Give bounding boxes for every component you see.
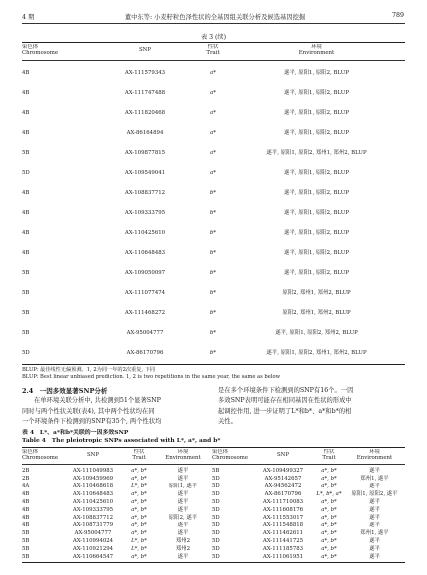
section-line-1: 在单环境关联分析中, 共检测到51个显著SNP <box>34 397 161 405</box>
table3-cell-chromosome: 4B <box>22 69 30 76</box>
table3-cell-chromosome: 5B <box>22 149 30 156</box>
table3-cell-chromosome: 5B <box>22 309 30 316</box>
table4-row <box>22 475 405 483</box>
table4-caption-cn: 表 4 L*、a*和b*关联的一因多效SNP <box>22 429 129 436</box>
table3-cell-snp: AX-109050097 <box>124 269 166 276</box>
table4-bottom-rule <box>22 562 405 563</box>
table3-cell-environment: 遂平, 原阳1, 原阳2, BLUP <box>284 249 349 256</box>
table3-row <box>22 303 405 323</box>
table4-cell-snp-left: AX-110921294 <box>72 545 114 552</box>
table3-cell-snp: AX-111077474 <box>124 289 166 296</box>
table4-cell-trait-right: a*, b* <box>321 545 337 552</box>
table3-cell-trait: b* <box>209 349 217 356</box>
table4-cell-trait-right: a*, b* <box>321 467 337 474</box>
table3-cell-chromosome: 4B <box>22 249 30 256</box>
table4-col-chromosome-en-left: Chromosome <box>22 455 59 462</box>
table4-cell-snp-right: AX-95142657 <box>264 475 302 482</box>
issue-number: 4 期 <box>22 14 35 21</box>
table4-cell-environment-right: 遂平 <box>369 483 380 490</box>
table4-col-trait-en-left: Trait <box>132 455 146 462</box>
table4-cell-trait-left: a*, b* <box>131 498 147 505</box>
table4-cell-trait-left: a*, b* <box>131 530 147 537</box>
table3-cell-environment: 遂平, 原阳1, 原阳2, BLUP <box>284 189 349 196</box>
table4-cell-chromosome-right: 5D <box>212 553 220 560</box>
section-line-2: 同时与两个性状关联(表4), 其中两个性状均在同 <box>22 407 155 415</box>
table4-row <box>22 529 405 537</box>
table3-col-env-en: Environment <box>298 50 335 57</box>
table4-cell-environment-right: 遂平 <box>369 514 380 521</box>
table4-cell-environment-right: 遂平 <box>369 522 380 529</box>
section-right-column <box>218 386 405 428</box>
table3-note-cn: BLUP: 最佳线性无偏预测。1, 2为同一年的2次重复, 下同 <box>22 367 156 373</box>
table4-row <box>22 514 405 522</box>
table4-cell-trait-left: a*, b* <box>131 506 147 513</box>
table3-cell-environment: 遂平, 原阳1, 原阳2, BLUP <box>284 229 349 236</box>
table4-col-trait-cn-left: 性状 <box>133 449 145 455</box>
table3-cell-chromosome: 5D <box>22 169 30 176</box>
table4-cell-trait-right: a*, b* <box>321 553 337 560</box>
table3-row <box>22 103 405 123</box>
table4-cell-snp-left: AX-108731779 <box>72 522 114 529</box>
table4-cell-chromosome-left: 5B <box>22 537 30 544</box>
table3-header-rule <box>22 60 405 61</box>
table3-col-trait-en: Trait <box>206 50 220 57</box>
table4-cell-snp-right: AX-111553017 <box>262 514 304 521</box>
table3-col-chromosome-cn: 染色体 <box>22 44 39 50</box>
table4-cell-chromosome-left: 4A <box>22 483 30 490</box>
table3-cell-snp: AX-95004777 <box>126 329 164 336</box>
table4-row <box>22 522 405 530</box>
table4-cell-snp-left: AX-108837712 <box>72 514 114 521</box>
table4-cell-chromosome-right: 5D <box>212 522 220 529</box>
table4-cell-environment-right: 遂平 <box>369 537 380 544</box>
table4-cell-snp-left: AX-110648483 <box>72 491 114 498</box>
table3-cell-snp: AX-86164894 <box>126 129 164 136</box>
table4-cell-trait-left: L*, b* <box>131 537 147 544</box>
table3-col-trait-cn: 性状 <box>207 44 219 50</box>
table3-cell-trait: a* <box>210 169 216 176</box>
table4-cell-chromosome-left: 2B <box>22 467 30 474</box>
table3-cell-snp: AX-110648483 <box>124 249 166 256</box>
table4-cell-trait-left: a*, b* <box>131 475 147 482</box>
table3-row <box>22 183 405 203</box>
table4-cell-environment-right: 遂平 <box>369 467 380 474</box>
table3-cell-trait: b* <box>209 289 217 296</box>
table4-caption <box>22 429 405 445</box>
table4-cell-chromosome-right: 5D <box>212 498 220 505</box>
table3-cell-snp: AX-108837712 <box>124 189 166 196</box>
table3-cell-chromosome: 4B <box>22 129 30 136</box>
table3-cell-environment: 原阳2, 郑州1, 郑州2, BLUP <box>282 309 351 316</box>
table4-cell-chromosome-left: 5B <box>22 553 30 560</box>
table4-cell-trait-right: a*, b* <box>321 514 337 521</box>
table4-cell-environment-right: 遂平 <box>369 506 380 513</box>
table4-cell-chromosome-left: 2B <box>22 475 30 482</box>
table4-col-chromosome-en-right: Chromosome <box>212 455 249 462</box>
table3-cell-environment: 遂平, 原阳1, 原阳2, BLUP <box>284 169 349 176</box>
running-title: 董中东等: 小麦籽粒色泽性状的全基因组关联分析及候选基因挖掘 <box>124 14 306 21</box>
table3-cell-trait: a* <box>210 149 216 156</box>
table4-cell-trait-right: a*, b* <box>321 530 337 537</box>
table4-cell-environment-left: 遂平 <box>177 522 189 529</box>
table4-row <box>22 553 405 561</box>
table4-row <box>22 467 405 475</box>
table3-col-env-cn: 环境 <box>311 44 322 50</box>
table3-cell-snp: AX-86170796 <box>126 349 164 356</box>
table4-caption-en: Table 4 The pleiotropic SNPs associated with L*, a*, and b* <box>22 437 221 444</box>
table3-row <box>22 323 405 343</box>
table4-cell-environment-left: 遂平 <box>177 475 189 482</box>
table3-row <box>22 63 405 83</box>
table4-col-env-cn-right: 环境 <box>369 449 380 455</box>
table4-cell-chromosome-left: 4B <box>22 514 30 521</box>
table4-col-snp-right: SNP <box>276 452 290 459</box>
table3-cell-chromosome: 4B <box>22 209 30 216</box>
table3-row <box>22 143 405 163</box>
table4-cell-chromosome-left: 4B <box>22 491 30 498</box>
table3-row <box>22 83 405 103</box>
table3-row <box>22 163 405 183</box>
table4-cell-snp-left: AX-95004777 <box>74 530 112 537</box>
table3-cell-chromosome: 4B <box>22 109 30 116</box>
table3-cell-snp: AX-111468272 <box>124 309 166 316</box>
table3-cell-trait: a* <box>210 109 216 116</box>
section-line-3: 一个环境条件下检测到的SNP有35个, 两个性状均 <box>22 418 162 426</box>
table4-cell-snp-right: AX-111061951 <box>262 553 304 560</box>
table4-cell-chromosome-right: 5D <box>212 483 220 490</box>
table4-cell-trait-left: a*, b* <box>131 553 147 560</box>
table4-cell-chromosome-left: 4B <box>22 522 30 529</box>
section-line-5: 多效SNP表明可能存在相同基因在性状的形成中 <box>218 397 352 405</box>
table4-col-env-cn-left: 环境 <box>177 449 189 455</box>
table3-row <box>22 283 405 303</box>
table3-row <box>22 123 405 143</box>
table4-cell-snp-right: AX-111462611 <box>262 530 304 537</box>
table3-cell-environment: 遂平, 原阳1, 原阳2, 郑州1, 郑州2, BLUP <box>266 349 367 356</box>
table3-cell-snp: AX-109333795 <box>124 209 166 216</box>
table3-cell-snp: AX-111747488 <box>124 89 166 96</box>
table3-cell-snp: AX-111820468 <box>124 109 166 116</box>
table4-cell-snp-left: AX-110664547 <box>72 553 114 560</box>
section-left-column <box>22 386 207 428</box>
table4-cell-snp-left: AX-110425610 <box>72 498 114 505</box>
table4-row <box>22 483 405 491</box>
table4-cell-environment-left: 原阳1, 遂平 <box>168 483 198 490</box>
table3-cell-trait: a* <box>210 69 216 76</box>
table3-cell-trait: b* <box>209 329 217 336</box>
table4-cell-chromosome-right: 5D <box>212 545 220 552</box>
table4-cell-snp-right: AX-86170796 <box>264 491 302 498</box>
table3-cell-chromosome: 5B <box>22 329 30 336</box>
table3-caption: 表 3 (续) <box>200 34 227 41</box>
table3-cell-chromosome: 5B <box>22 269 30 276</box>
table3-cell-trait: b* <box>209 189 217 196</box>
table3-cell-snp: AX-109877815 <box>124 149 166 156</box>
table4-cell-snp-right: AX-111710083 <box>262 498 304 505</box>
table3-cell-environment: 遂平, 原阳1, 原阳2, BLUP <box>284 269 349 276</box>
table4-cell-environment-left: 遂平 <box>177 491 189 498</box>
table4-cell-snp-left: AX-109333795 <box>72 506 114 513</box>
table3-cell-chromosome: 5B <box>22 289 30 296</box>
table3-bottom-rule <box>22 364 405 365</box>
table4-cell-environment-right: 原阳1, 原阳2, 遂平 <box>351 491 398 498</box>
table4-cell-chromosome-left: 5B <box>22 545 30 552</box>
table4-cell-trait-left: a*, b* <box>131 491 147 498</box>
table4-col-env-en-right: Environment <box>356 455 393 462</box>
table4-cell-trait-left: L*, b* <box>131 545 147 552</box>
table4-cell-chromosome-right: 5D <box>212 514 220 521</box>
table4-cell-trait-right: a*, b* <box>321 483 337 490</box>
table4-cell-snp-left: AX-109459969 <box>72 475 114 482</box>
table3-row <box>22 203 405 223</box>
table3-cell-environment: 遂平, 原阳1, 原阳2, BLUP <box>284 69 349 76</box>
table4-cell-snp-left: AX-111049983 <box>72 467 114 474</box>
table3-cell-trait: b* <box>209 229 217 236</box>
table3-cell-environment: 遂平, 原阳1, 原阳2, BLUP <box>284 209 349 216</box>
table4-col-chromosome-cn-left: 染色体 <box>22 449 39 455</box>
table3-cell-snp: AX-110425610 <box>124 229 166 236</box>
table3-col-snp: SNP <box>138 47 152 54</box>
table4-cell-environment-left: 郑州2 <box>175 537 191 544</box>
table4-cell-snp-right: AX-109499327 <box>262 467 304 474</box>
table4-cell-snp-right: AX-111185783 <box>262 545 304 552</box>
table3-notes <box>22 367 405 381</box>
table4-col-env-en-left: Environment <box>165 455 201 462</box>
table4-body <box>22 467 405 561</box>
table3-cell-chromosome: 4B <box>22 189 30 196</box>
table4-col-trait-cn-right: 性状 <box>323 449 335 455</box>
table3-cell-trait: b* <box>209 209 217 216</box>
table4-header-rule <box>22 464 405 465</box>
table3-cell-snp: AX-109549041 <box>124 169 166 176</box>
table3-cell-trait: b* <box>209 309 217 316</box>
table4-cell-chromosome-left: 5B <box>22 530 30 537</box>
table3-cell-environment: 遂平, 原阳1, 原阳2, BLUP <box>284 109 349 116</box>
table3-col-chromosome-en: Chromosome <box>22 50 59 57</box>
table4-cell-environment-right: 遂平 <box>369 553 380 560</box>
table4-cell-environment-right: 郑州1, 遂平 <box>360 475 389 482</box>
table3-row <box>22 263 405 283</box>
table4-cell-snp-left: AX-110468618 <box>72 483 114 490</box>
table4-cell-environment-right: 郑州1, 遂平 <box>360 530 389 537</box>
table3-cell-trait: a* <box>210 129 216 136</box>
table4-cell-snp-right: AX-94562472 <box>264 483 302 490</box>
table4-cell-trait-right: a*, b* <box>321 522 337 529</box>
table4-cell-environment-left: 遂平 <box>177 530 189 537</box>
table4-col-trait-en-right: Trait <box>322 455 336 462</box>
table4-cell-chromosome-right: 5B <box>212 467 220 474</box>
table4-cell-trait-left: L*, b* <box>131 483 147 490</box>
table3-top-rule <box>22 42 405 43</box>
table3-body <box>22 63 405 363</box>
table4-row <box>22 506 405 514</box>
table3-row <box>22 243 405 263</box>
table4-cell-environment-left: 遂平 <box>177 467 189 474</box>
table4-cell-trait-right: a*, b* <box>321 498 337 505</box>
table3-cell-chromosome: 4B <box>22 89 30 96</box>
table4-cell-snp-right: AX-111608176 <box>262 506 304 513</box>
table3-cell-trait: b* <box>209 249 217 256</box>
page-number: 789 <box>391 12 404 19</box>
table4-row <box>22 537 405 545</box>
table4-cell-chromosome-right: 5D <box>212 530 220 537</box>
table3-cell-environment: 遂平, 原阳1, 原阳2, BLUP <box>284 129 349 136</box>
table3-cell-chromosome: 4B <box>22 229 30 236</box>
table4-top-rule <box>22 447 405 448</box>
table4-cell-trait-left: a*, b* <box>131 467 147 474</box>
table4-cell-environment-right: 遂平 <box>369 498 380 505</box>
table4-row <box>22 545 405 553</box>
table4-cell-chromosome-right: 5D <box>212 475 220 482</box>
table4-cell-chromosome-left: 4B <box>22 498 30 505</box>
table4-cell-chromosome-right: 5D <box>212 537 220 544</box>
table3-cell-environment: 遂平, 原阳1, 原阳2, BLUP <box>284 89 349 96</box>
section-line-6: 起调控作用, 进一步证明了L*和b*、a*和b*的相 <box>218 407 352 415</box>
table4-cell-environment-left: 原阳2, 遂平 <box>168 514 198 521</box>
table4-cell-trait-right: a*, b* <box>321 475 337 482</box>
table4-row <box>22 498 405 506</box>
table3-cell-environment: 原阳2, 郑州1, 郑州2, BLUP <box>282 289 351 296</box>
table4-cell-trait-left: a*, b* <box>131 522 147 529</box>
table3-cell-snp: AX-111579343 <box>124 69 166 76</box>
table3-note-en: BLUP: Best linear unbiased prediction. 1, 2 is two repetitions in the same year, the same as below <box>22 374 281 380</box>
table4-cell-trait-right: L*, b*, a* <box>316 491 342 498</box>
table4-cell-environment-left: 遂平 <box>177 498 189 505</box>
table3-header <box>22 44 405 56</box>
section-line-4: 是在多个环境条件下检测到的SNP有16个。一因 <box>218 387 354 394</box>
table4-cell-trait-right: a*, b* <box>321 506 337 513</box>
table3-cell-trait: b* <box>209 269 217 276</box>
table4-cell-snp-right: AX-111441725 <box>262 537 304 544</box>
table4-cell-environment-right: 遂平 <box>369 545 380 552</box>
table3-cell-environment: 遂平, 原阳1, 原阳2, 郑州1, 郑州2, BLUP <box>266 149 367 156</box>
table3-cell-chromosome: 5D <box>22 349 30 356</box>
table4-cell-environment-left: 遂平 <box>177 506 189 513</box>
table3-row <box>22 343 405 363</box>
table4-cell-chromosome-left: 4B <box>22 506 30 513</box>
table4-cell-chromosome-right: 5D <box>212 506 220 513</box>
table4-col-chromosome-cn-right: 染色体 <box>212 449 229 455</box>
section-heading: 2.4 一因多效显著SNP分析 <box>22 387 108 395</box>
table4-cell-chromosome-right: 5D <box>212 491 220 498</box>
table4-col-snp-left: SNP <box>86 452 100 459</box>
header-rule <box>22 23 405 24</box>
table3-cell-environment: 遂平, 原阳1, 原阳2, 郑州2, BLUP <box>275 329 358 336</box>
table4-cell-snp-left: AX-110994024 <box>72 537 114 544</box>
table3-row <box>22 223 405 243</box>
table4-header <box>22 449 405 461</box>
table4-cell-snp-right: AX-111548818 <box>262 522 304 529</box>
table4-cell-environment-left: 遂平 <box>177 553 189 560</box>
section-line-7: 关性。 <box>218 418 237 426</box>
table3-cell-trait: a* <box>210 89 216 96</box>
table4-row <box>22 490 405 498</box>
table4-cell-trait-right: a*, b* <box>321 537 337 544</box>
table4-cell-trait-left: a*, b* <box>131 514 147 521</box>
table4-cell-environment-left: 郑州2 <box>175 545 191 552</box>
